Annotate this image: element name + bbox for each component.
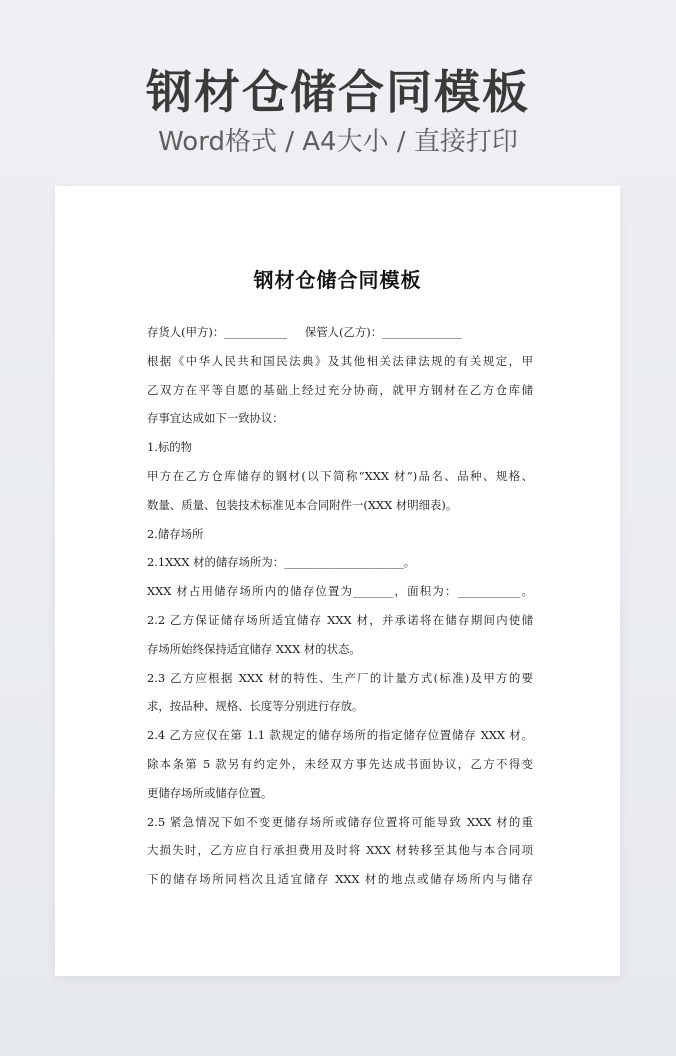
document-line: 甲方在乙方仓库储存的钢材(以下简称“XXX 材”)品名、品种、规格、 <box>147 468 533 483</box>
document-line: 大损失时，乙方应自行承担费用及时将 XXX 材转移至其他与本合同项 <box>147 843 533 858</box>
document-line: XXX 材占用储存场所内的储存位置为_______，面积为：___________。 <box>147 584 533 599</box>
page-header <box>0 62 676 160</box>
document-line: 2.3 乙方应根据 XXX 材的特性、生产厂的计量方式(标准)及甲方的要 <box>147 670 533 685</box>
document-line: 存事宜达成如下一致协议： <box>147 411 284 426</box>
document-page <box>55 186 620 976</box>
document-line: 下的储存场所同档次且适宜储存 XXX 材的地点或储存场所内与储存 <box>147 872 533 887</box>
party-b-field: 保管人(乙方)：______________ <box>304 325 462 339</box>
document-line: 2.2 乙方保证储存场所适宜储存 XXX 材，并承诺将在储存期间内使储 <box>147 612 533 627</box>
document-line: 2.5 紧急情况下如不变更储存场所或储存位置将可能导致 XXX 材的重 <box>147 814 533 829</box>
document-line: 2.4 乙方应仅在第 1.1 款规定的储存场所的指定储存位置储存 XXX 材。 <box>147 728 533 743</box>
document-line: 2.1XXX 材的储存场所为：_____________________。 <box>147 555 416 570</box>
document-line: 乙双方在平等自愿的基础上经过充分协商，就甲方钢材在乙方仓库储 <box>147 382 533 397</box>
party-a-field: 存货人(甲方)：___________ <box>147 325 287 339</box>
document-line: 存场所始终保持适宜储存 XXX 材的状态。 <box>147 641 361 656</box>
document-line: 根据《中华人民共和国民法典》及其他相关法律法规的有关规定，甲 <box>147 353 533 368</box>
document-line: 除本条第 5 款另有约定外，未经双方事先达成书面协议，乙方不得变 <box>147 756 533 771</box>
document-line: 求，按品种、规格、长度等分别进行存放。 <box>147 699 364 714</box>
page-subtitle: Word格式 / A4大小 / 直接打印 <box>158 127 518 157</box>
document-body <box>147 318 533 894</box>
section-heading: 2.储存场所 <box>147 526 204 541</box>
page-title: 钢材仓储合同模板 <box>146 65 530 119</box>
document-line: 更储存场所或储存位置。 <box>147 785 273 800</box>
parties-line <box>147 318 533 347</box>
section-heading: 1.标的物 <box>147 440 193 455</box>
document-title: 钢材仓储合同模板 <box>253 268 422 292</box>
document-line: 数量、质量、包装技术标准见本合同附件一(XXX 材明细表)。 <box>147 497 458 512</box>
